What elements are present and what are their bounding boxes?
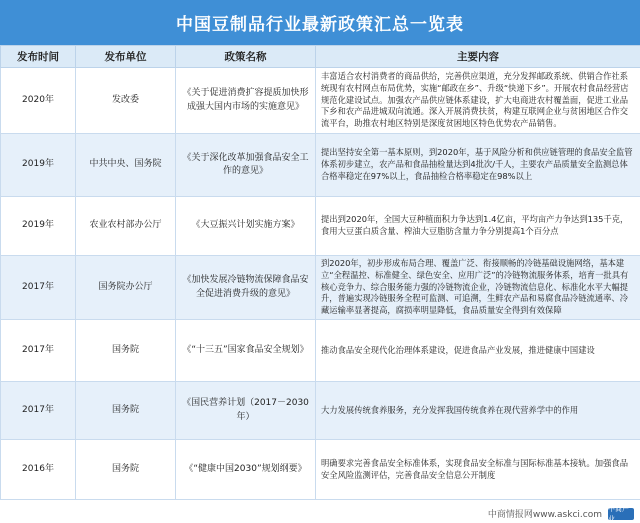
cell-date: 2019年	[1, 197, 76, 256]
cell-issuer: 中共中央、国务院	[76, 134, 176, 197]
table-row	[1, 134, 640, 197]
cell-issuer: 发改委	[76, 68, 176, 134]
header-content: 主要内容	[316, 46, 640, 68]
cell-issuer: 农业农村部办公厅	[76, 197, 176, 256]
cell-date: 2016年	[1, 440, 76, 500]
cell-content: 大力发展传统食养服务，充分发挥我国传统食养在现代营养学中的作用	[316, 382, 640, 440]
cell-issuer: 国务院	[76, 382, 176, 440]
cell-content: 推动食品安全现代化治理体系建设，促进食品产业发展，推进健康中国建设	[316, 320, 640, 382]
table-row	[1, 197, 640, 256]
page-title: 中国豆制品行业最新政策汇总一览表	[0, 0, 640, 45]
cell-policy: 《关于深化改革加强食品安全工作的意见》	[176, 134, 316, 197]
cell-issuer: 国务院	[76, 440, 176, 500]
table-row	[1, 256, 640, 320]
header-date: 发布时间	[1, 46, 76, 68]
cell-date: 2017年	[1, 256, 76, 320]
source-text: 中商情报网www.askci.com	[487, 510, 602, 520]
cell-date: 2019年	[1, 134, 76, 197]
table-header-row	[1, 46, 640, 68]
cell-content: 提出到2020年，全国大豆种植面积力争达到1.4亿亩，平均亩产力争达到135千克，食用大豆蛋白质含量、榨油大豆脂肪含量力争分别提高1个百分点	[316, 197, 640, 256]
cell-policy: 《“健康中国2030”规划纲要》	[176, 440, 316, 500]
cell-issuer: 国务院办公厅	[76, 256, 176, 320]
cell-date: 2017年	[1, 320, 76, 382]
cell-content: 丰富适合农村消费者的商品供给，完善供应渠道，充分发挥邮政系统、供销合作社系统现有农村网点布局优势，实施“邮政在乡”、升级“快递下乡”。开展农村食品经营店规范化建设试点。加强农产品供应链体系建设，扩大电商进农村覆盖面，促进工业品下乡和农产品进城双向流通。深入开展消费扶贫，构建互联网企业与贫困地区合作交流平台，助推农村地区特别是深度贫困地区特色优势农产品销售。	[316, 68, 640, 134]
cell-date: 2017年	[1, 382, 76, 440]
cell-issuer: 国务院	[76, 320, 176, 382]
cell-policy: 《国民营养计划（2017－2030年）	[176, 382, 316, 440]
cell-policy: 《关于促进消费扩容提质加快形成强大国内市场的实施意见》	[176, 68, 316, 134]
table-row	[1, 382, 640, 440]
header-issuer: 发布单位	[76, 46, 176, 68]
cell-policy: 《大豆振兴计划实施方案》	[176, 197, 316, 256]
cell-content: 提出坚持安全第一基本原则，到2020年，基于风险分析和供应链管理的食品安全监管体系初步建立，农产品和食品抽检量达到4批次/千人，主要农产品质量安全监测总体合格率稳定在97%以上，食品抽检合格率稳定在98%以上	[316, 134, 640, 197]
cell-content: 明确要求完善食品安全标准体系，实现食品安全标准与国际标准基本接轨。加强食品安全风险监测评估，完善食品安全信息公开制度	[316, 440, 640, 500]
table-row	[1, 320, 640, 382]
brand-logo: 中商产业	[608, 508, 634, 520]
header-policy: 政策名称	[176, 46, 316, 68]
cell-content: 到2020年，初步形成布局合理、覆盖广泛、衔接顺畅的冷链基础设施网络，基本建立“全程温控、标准健全、绿色安全、应用广泛”的冷链物流服务体系，培育一批具有核心竞争力、综合服务能力强的冷链物流企业，冷链物流信息化、标准化水平大幅提升，普遍实现冷链服务全程可监测、可追溯，生鲜农产品和易腐食品冷链流通率、冷藏运输率显著提高，腐损率明显降低，食品质量安全得到有效保障	[316, 256, 640, 320]
policy-table	[0, 45, 640, 500]
table-row	[1, 68, 640, 134]
cell-date: 2020年	[1, 68, 76, 134]
footer	[487, 504, 634, 523]
table-row	[1, 440, 640, 500]
cell-policy: 《“十三五”国家食品安全规划》	[176, 320, 316, 382]
cell-policy: 《加快发展冷链物流保障食品安全促进消费升级的意见》	[176, 256, 316, 320]
